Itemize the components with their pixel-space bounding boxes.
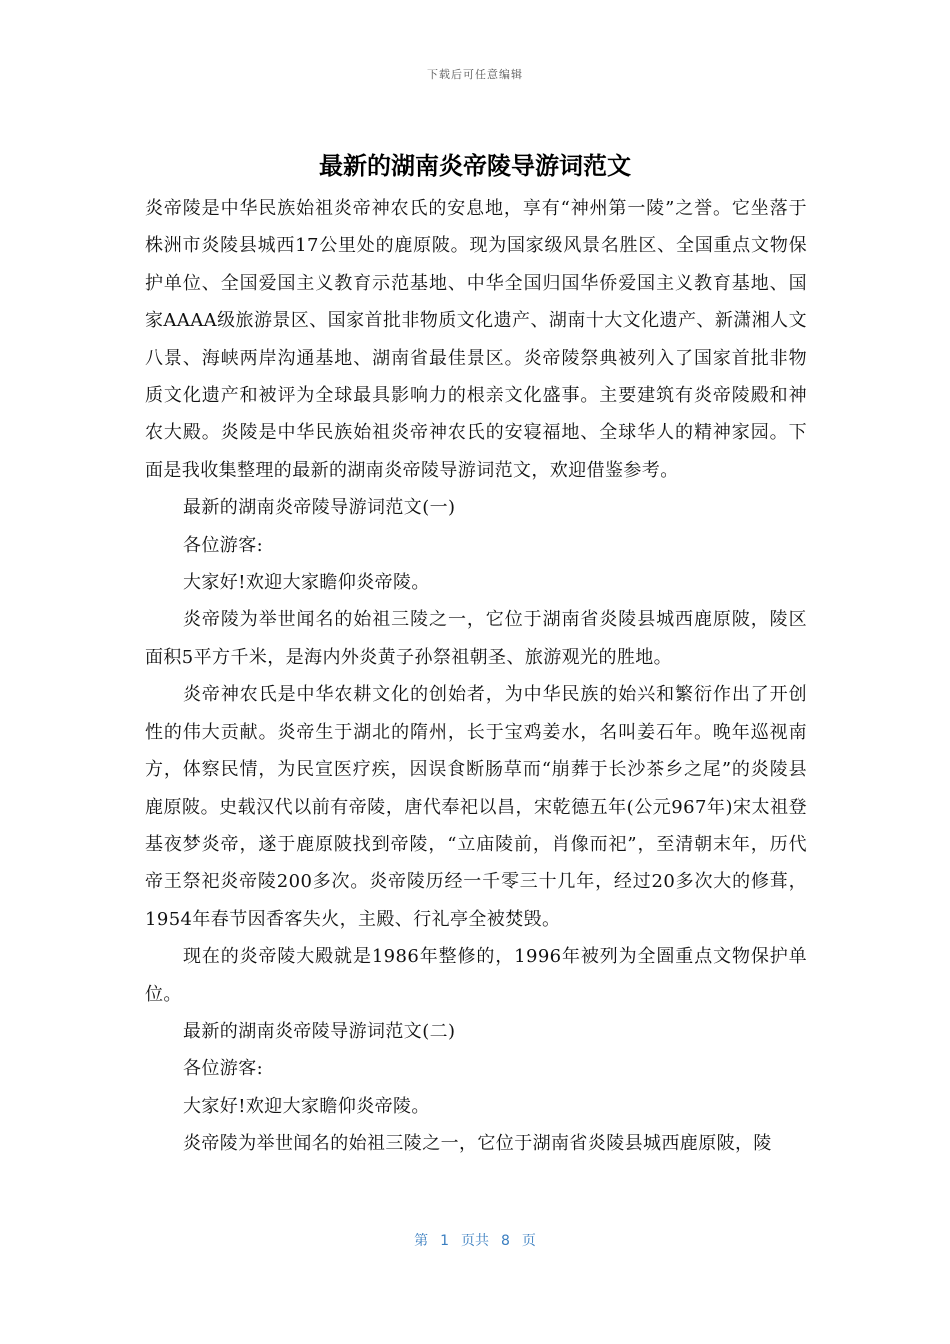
greeting-line: 各位游客: xyxy=(183,534,264,556)
footer-suffix: 页 xyxy=(521,1233,536,1249)
section-heading-1: 最新的湖南炎帝陵导游词范文(一) xyxy=(183,497,456,519)
body-paragraph: 炎帝陵为举世闻名的始祖三陵之一，它位于湖南省炎陵县城西鹿原陂，陵 xyxy=(183,1133,772,1155)
document-title: 最新的湖南炎帝陵导游词范文 xyxy=(319,152,631,180)
body-paragraph: 炎帝陵为举世闻名的始祖三陵之一，它位于湖南省炎陵县城西鹿原陂，陵区面积5平方千米，是海内外炎黄子孙祭祖朝圣、旅游观光的胜地。 xyxy=(145,609,807,668)
body-paragraph: 炎帝神农氏是中华农耕文化的创始者，为中华民族的始兴和繁衍作出了开创性的伟大贡献。炎帝生于湖北的隋州，长于宝鸡姜水，名叫姜石年。晚年巡视南方，体察民情，为民宣医疗疾，因误食断肠草而“崩葬于长沙茶乡之尾”的炎陵县鹿原陂。史载汉代以前有帝陵，唐代奉祀以昌，宋乾德五年(公元967年)宋太祖登基夜梦炎帝，遂于鹿原陂找到帝陵，“立庙陵前，肖像而祀”，至清朝末年，历代帝王祭祀炎帝陵200多次。炎帝陵历经一千零三十几年，经过20多次大的修葺，1954年春节因香客失火，主殿、行礼亭全被焚毁。 xyxy=(145,684,807,930)
footer-prefix: 第 xyxy=(414,1233,429,1249)
header-note: 下载后可任意编辑 xyxy=(427,68,523,81)
greeting-line: 各位游客: xyxy=(183,1058,264,1080)
intro-paragraph: 炎帝陵是中华民族始祖炎帝神农氏的安息地，享有“神州第一陵”之誉。它坐落于株洲市炎陵县城西17公里处的鹿原陂。现为国家级风景名胜区、全国重点文物保护单位、全国爱国主义教育示范基地、中华全国归国华侨爱国主义教育基地、国家AAAA级旅游景区、国家首批非物质文化遗产、湖南十大文化遗产、新潇湘人文八景、海峡两岸沟通基地、湖南省最佳景区。炎帝陵祭典被列入了国家首批非物质文化遗产和被评为全球最具影响力的根亲文化盛事。主要建筑有炎帝陵殿和神农大殿。炎陵是中华民族始祖炎帝神农氏的安寝福地、全球华人的精神家园。下面是我收集整理的最新的湖南炎帝陵导游词范文，欢迎借鉴参考。 xyxy=(145,198,807,481)
page-footer xyxy=(0,1230,950,1250)
welcome-line: 大家好!欢迎大家瞻仰炎帝陵。 xyxy=(183,572,430,594)
body-paragraph: 现在的炎帝陵大殿就是1986年整修的，1996年被列为全圄重点文物保护单位。 xyxy=(145,946,807,1005)
section-heading-2: 最新的湖南炎帝陵导游词范文(二) xyxy=(183,1020,456,1042)
footer-page-number: 1 xyxy=(440,1233,449,1249)
document-body xyxy=(145,190,807,1163)
footer-middle: 页共 xyxy=(461,1233,489,1249)
footer-total-pages: 8 xyxy=(501,1233,510,1249)
welcome-line: 大家好!欢迎大家瞻仰炎帝陵。 xyxy=(183,1095,430,1117)
